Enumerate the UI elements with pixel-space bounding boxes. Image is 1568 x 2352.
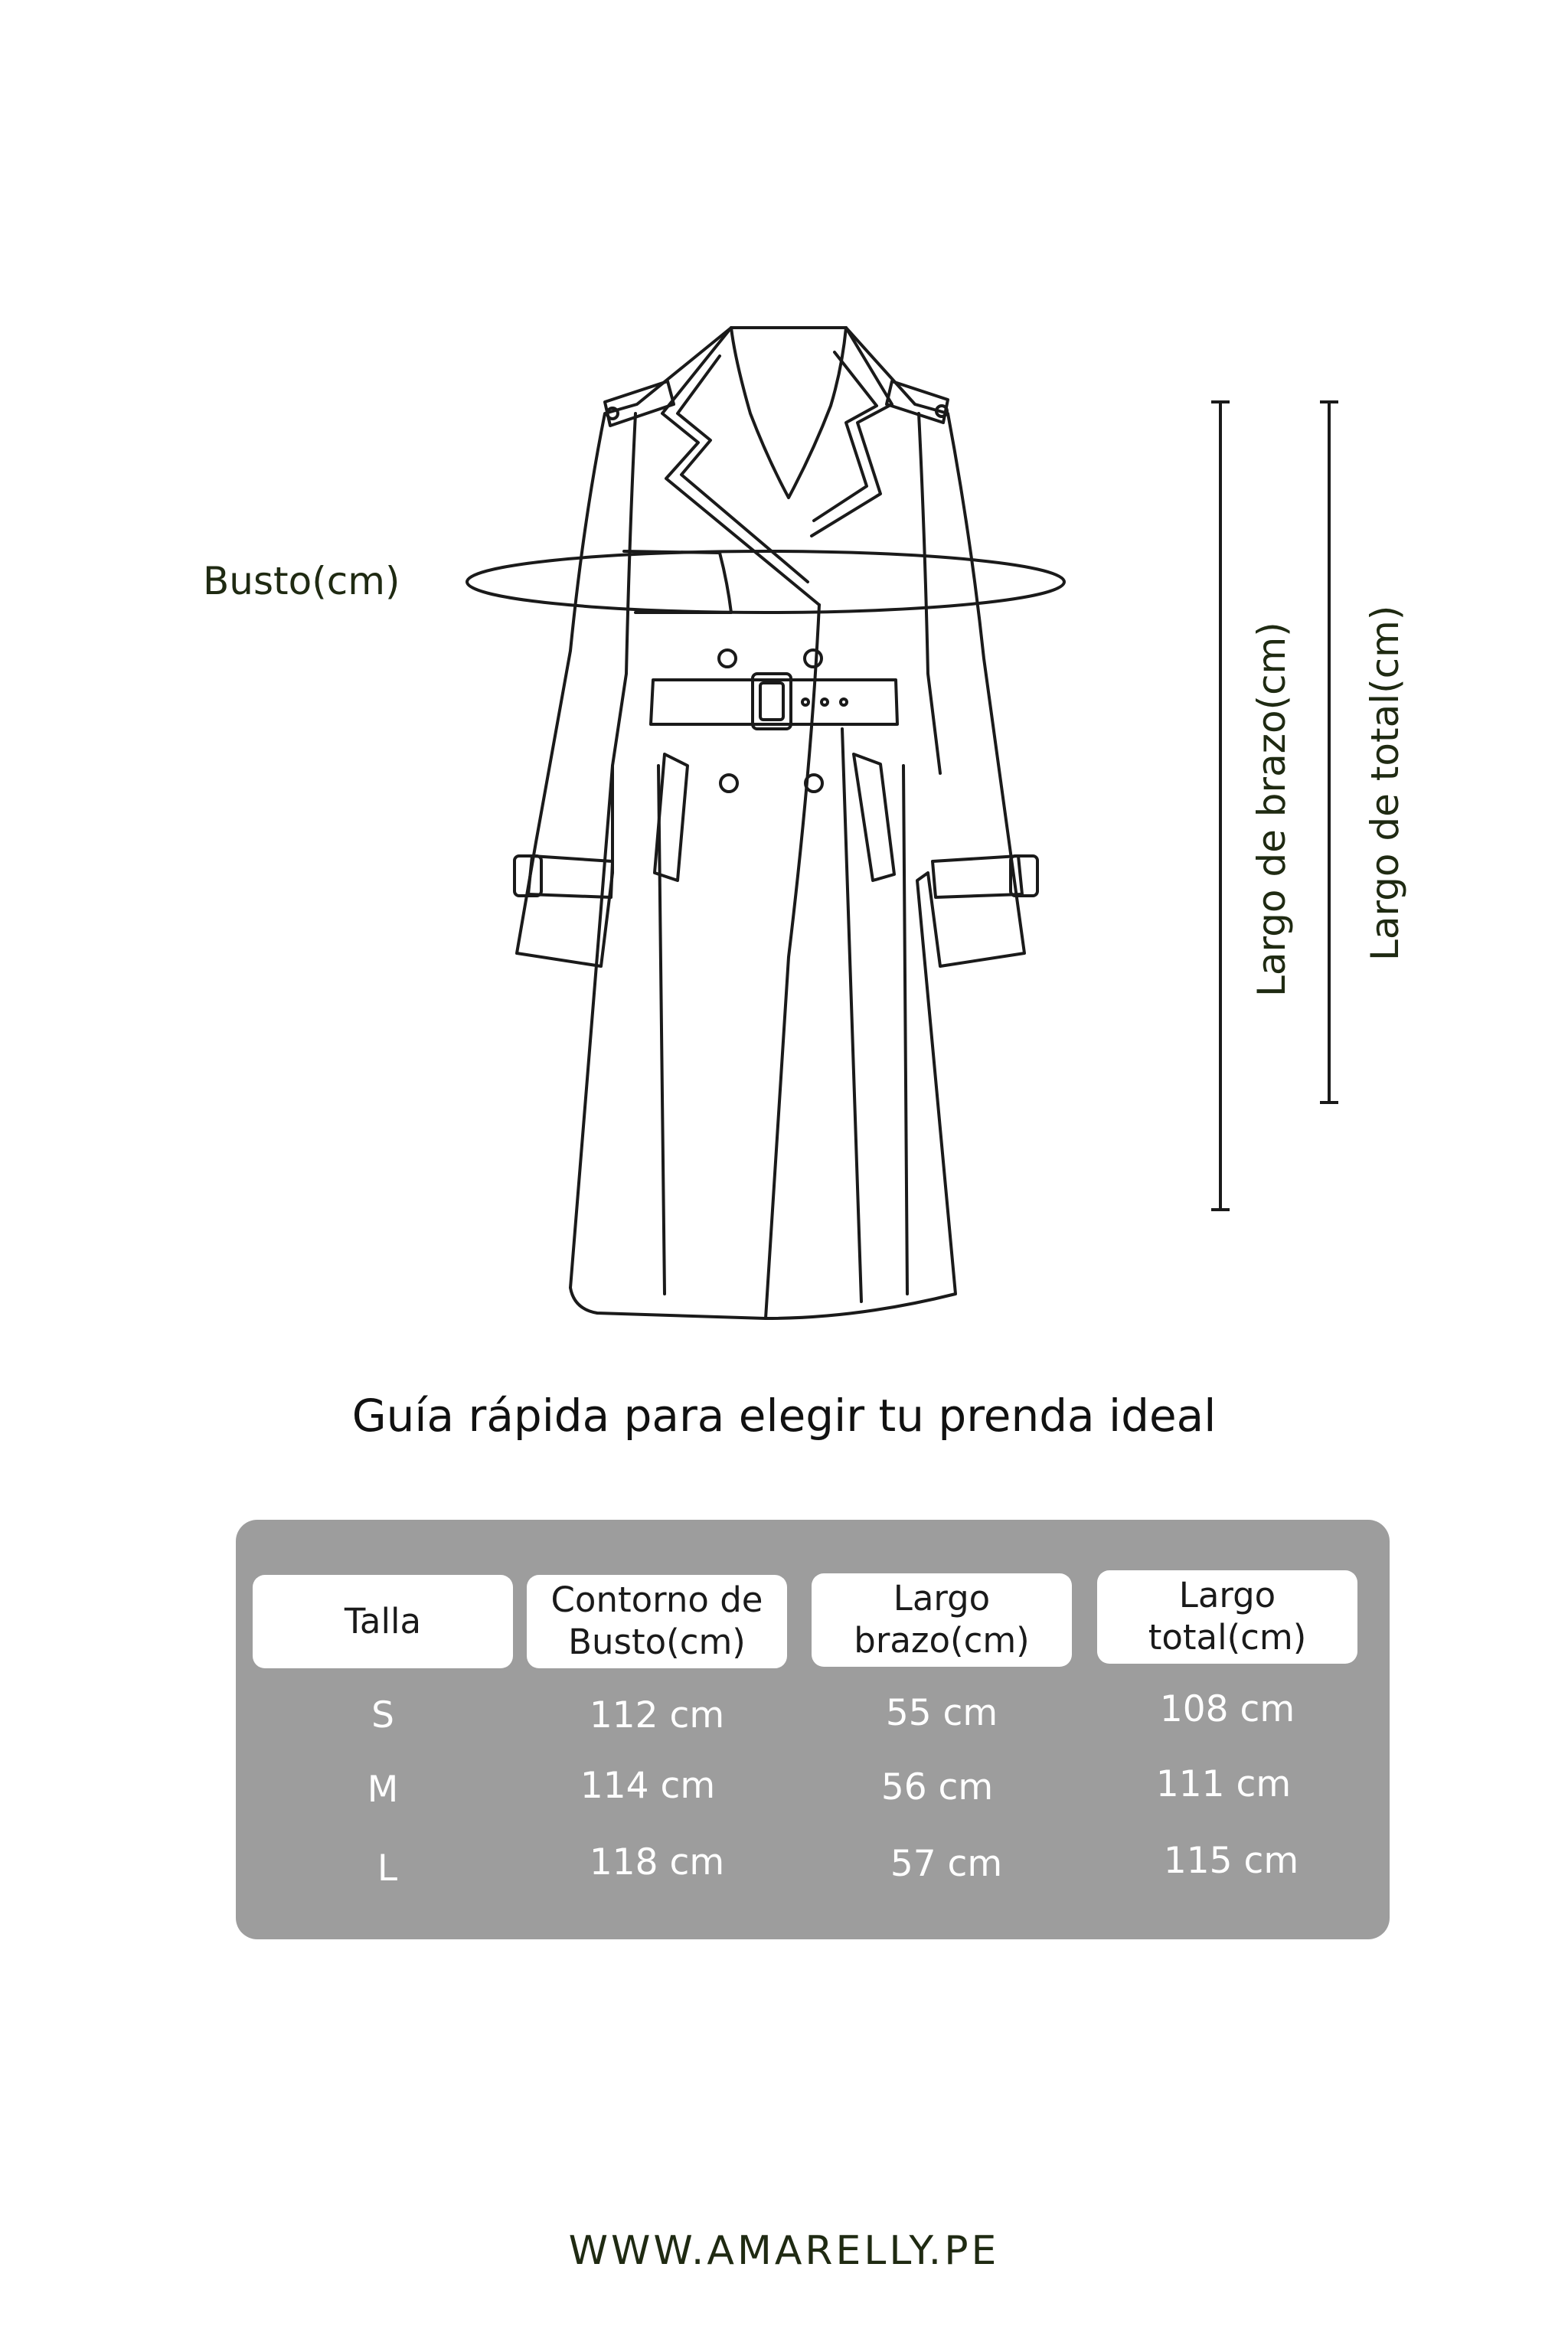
cell-arm: 56 cm <box>880 1766 994 1808</box>
cell-total: 108 cm <box>1159 1688 1295 1730</box>
cell-bust: 118 cm <box>589 1841 725 1883</box>
cell-total: 111 cm <box>1155 1763 1292 1805</box>
bust-label: Busto(cm) <box>203 559 400 603</box>
size-table <box>236 1520 1390 1939</box>
header-total-length: Largo total(cm) <box>1097 1570 1357 1664</box>
guide-title: Guía rápida para elegir tu prenda ideal <box>351 1390 1217 1442</box>
cell-arm: 57 cm <box>890 1843 1003 1885</box>
website-url: WWW.AMARELLY.PE <box>568 2228 1000 2274</box>
arm-length-measure-line <box>1211 402 1230 1210</box>
total-length-measure-line <box>1320 402 1338 1102</box>
coat-outline <box>517 328 1024 1318</box>
cell-size: M <box>367 1769 399 1811</box>
cell-arm: 55 cm <box>885 1692 998 1734</box>
header-bust: Contorno de Busto(cm) <box>527 1575 787 1668</box>
cell-size: S <box>371 1694 394 1736</box>
total-length-label: Largo de total(cm) <box>1363 605 1407 961</box>
cell-size: L <box>377 1847 398 1890</box>
cell-total: 115 cm <box>1163 1840 1299 1882</box>
header-arm-length: Largo brazo(cm) <box>812 1573 1072 1667</box>
cell-bust: 112 cm <box>589 1694 725 1736</box>
arm-length-label: Largo de brazo(cm) <box>1250 622 1294 997</box>
header-size: Talla <box>253 1575 513 1668</box>
cell-bust: 114 cm <box>580 1765 716 1807</box>
